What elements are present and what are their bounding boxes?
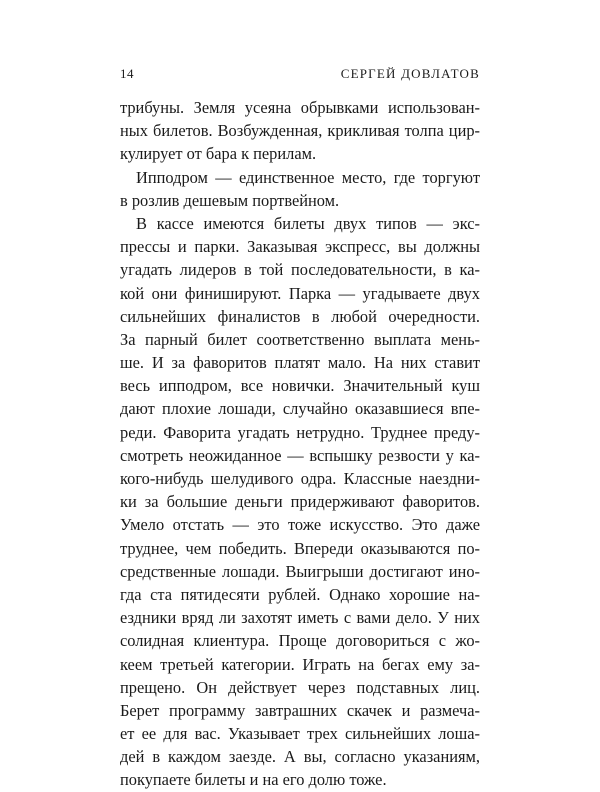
text-line: кой они финишируют. Парка — угадываете двух [120, 283, 480, 303]
body-text [120, 96, 480, 792]
text-line: ет ее для вас. Указывает трех сильнейших лоша- [120, 724, 480, 744]
text-line: кеем третьей категории. Играть на бегах ему за- [120, 654, 480, 674]
text-line: кулирует от бара к перилам. [120, 144, 317, 164]
text-line: угадать лидеров в той последовательности, в ка- [120, 260, 480, 280]
text-line: весь ипподром, все новички. Значительный куш [120, 376, 480, 396]
text-line: Берет программу завтрашних скачек и размеча- [120, 700, 480, 720]
text-line: сильнейших финалистов в любой очередности. [120, 306, 480, 326]
text-line: прещено. Он действует через подставных лиц. [120, 677, 480, 697]
text-line: В кассе имеются билеты двух типов — экс- [136, 213, 480, 233]
text-line: солидная клиентура. Проще договориться с жо- [120, 631, 480, 651]
text-line: ше. И за фаворитов платят мало. На них ставит [120, 353, 480, 373]
text-line: кого-нибудь шелудивого одра. Классные наездни- [120, 469, 480, 488]
text-line: гда ста пятидесяти рублей. Однако хорошие на- [120, 584, 480, 604]
text-line: дей в каждом заезде. А вы, согласно указаниям, [120, 747, 480, 767]
text-line: ездники вряд ли захотят иметь с вами дело. У них [120, 608, 480, 628]
page-header [120, 66, 480, 84]
page-number: 14 [120, 66, 134, 81]
text-line: покупаете билеты и на его долю тоже. [120, 770, 387, 790]
text-line: смотреть неожиданное — вспышку резвости у ка- [120, 445, 480, 465]
text-line: прессы и парки. Заказывая экспресс, вы должны [120, 237, 480, 257]
text-line: трибуны. Земля усеяна обрывками использован- [120, 98, 480, 117]
text-line: За парный билет соответственно выплата мень- [120, 329, 480, 349]
running-head-author: СЕРГЕЙ ДОВЛАТОВ [340, 66, 480, 81]
text-line: Ипподром — единственное место, где торгуют [136, 167, 480, 187]
text-line: средственные лошади. Выигрыши достигают ино- [120, 561, 480, 581]
text-line: ных билетов. Возбужденная, крикливая толпа цир- [120, 121, 480, 141]
text-line: Умело отстать — это тоже искусство. Это даже [120, 515, 480, 535]
text-line: в розлив дешевым портвейном. [120, 190, 340, 210]
text-line: труднее, чем победить. Впереди оказываются по- [120, 538, 480, 558]
text-line: реди. Фаворита угадать нетрудно. Труднее преду- [120, 422, 480, 442]
text-line: дают плохие лошади, случайно оказавшиеся впе- [120, 399, 480, 419]
text-line: ки за большие деньги придерживают фаворитов. [120, 492, 480, 512]
